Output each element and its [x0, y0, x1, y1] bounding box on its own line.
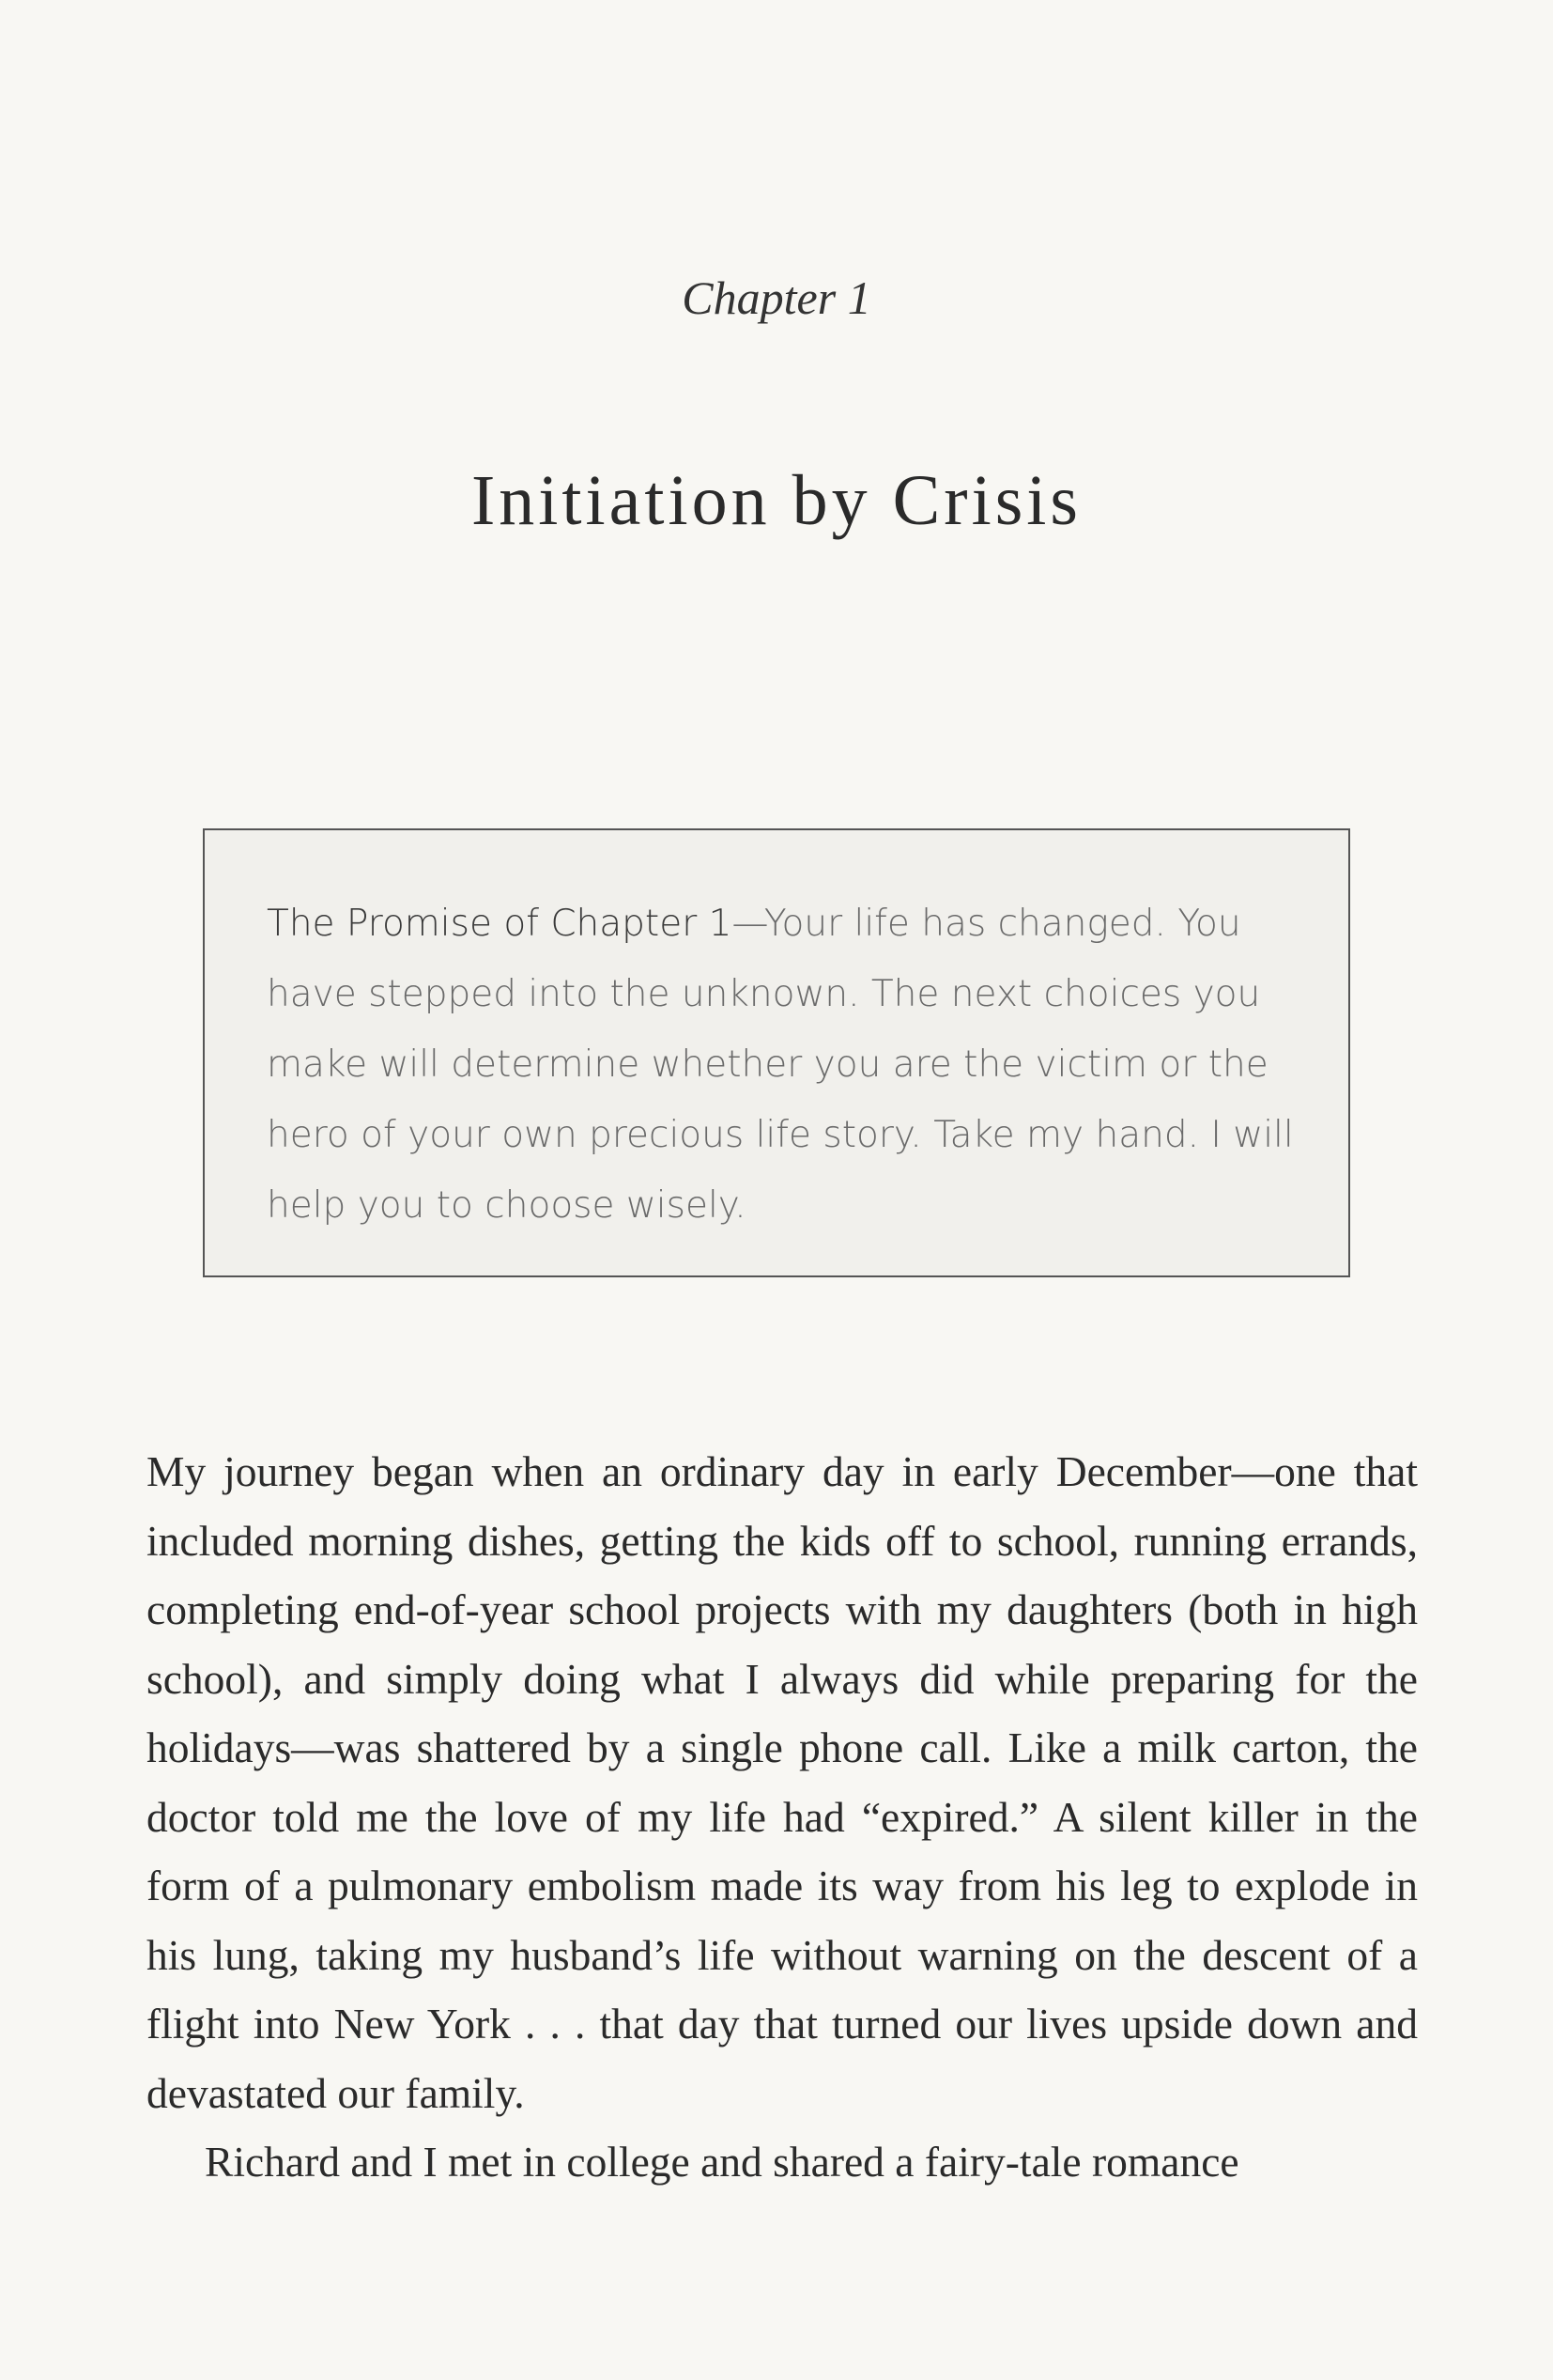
chapter-label: Chapter 1: [682, 271, 871, 324]
chapter-promise-lead: The Promise of Chapter 1: [267, 903, 732, 945]
chapter-title: Initiation by Crisis: [471, 461, 1082, 540]
chapter-promise-text: [267, 889, 1318, 1241]
chapter-promise-box: [203, 828, 1350, 1277]
chapter-promise-body: —Your life has changed. You have stepped into the unknown. The next choices you make will determine whether you are the victim or the hero of your own precious life story. Take my hand. I will help you to choose wisely.: [267, 903, 1294, 1227]
body-paragraph: My journey began when an ordinary day in early December—one that included morning dishes, getting the kids off to school, running errands, completing end-of-year school projects with my daughters (both in high school), and simply doing what I always did while preparing for the holidays—was shattered by a single phone call. Like a milk carton, the doctor told me the love of my life had “expired.” A silent killer in the form of a pulmonary embolism made its way from his leg to explode in his lung, taking my husband’s life without warning on the descent of a flight into New York . . . that day that turned our lives upside down and devastated our family.: [146, 1447, 1418, 2117]
body-text: [146, 1437, 1418, 2197]
body-paragraph: Richard and I met in college and shared a fairy-tale romance: [205, 2138, 1239, 2186]
